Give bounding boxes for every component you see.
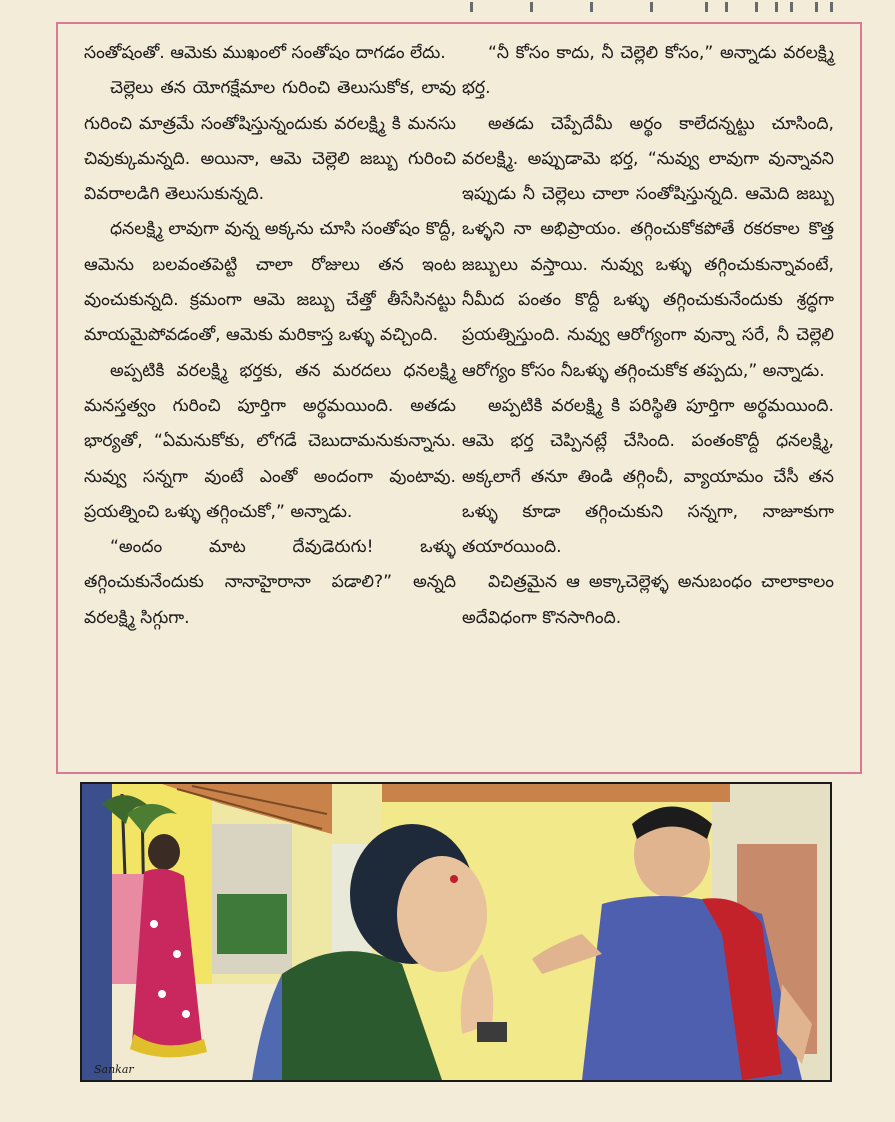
pillar (82, 784, 112, 1080)
text-frame (56, 22, 862, 774)
paragraph: ధనలక్ష్మి లావుగా వున్న అక్కను చూసి సంతోషం కొద్దీ, ఆమెను బలవంతపెట్టి చాలా రోజులు తన ఇంట వుంచుకున్నది. క్రమంగా ఆమె జబ్బు చేత్తో తీసేసినట్టు మాయమైపోవడంతో, ఆమెకు మరికాస్త ఒళ్ళు వచ్చింది. (84, 219, 456, 346)
left-text-column (84, 36, 456, 636)
paragraph: అప్పటికి వరలక్ష్మి కి పరిస్థితి పూర్తిగా అర్థమయింది. ఆమె భర్త చెప్పినట్లే చేసింది. పంతంకొద్దీ ధనలక్ష్మి, అక్కలాగే తనూ తిండి తగ్గించీ, వ్యాయామం చేసీ తన ఒళ్ళు కూడా తగ్గించుకుని సన్నగా, నాజూకుగా తయారయింది. (462, 395, 834, 558)
illustration-scene (82, 784, 830, 1080)
paragraph: విచిత్రమైన ఆ అక్కాచెల్లెళ్ళ అనుబంధం చాలాకాలం అదేవిధంగా కొనసాగింది. (462, 572, 834, 628)
paragraph: “అందం మాట దేవుడెరుగు! ఒళ్ళు తగ్గించుకునేందుకు నానాహైరానా పడాలి?” అన్నది వరలక్ష్మి సిగ్గుగా. (84, 537, 456, 628)
paragraph: “నీ కోసం కాదు, నీ చెల్లెలి కోసం,” అన్నాడు వరలక్ష్మి భర్త. (462, 43, 834, 99)
paragraph: చెల్లెలు తన యోగక్షేమాల గురించి తెలుసుకోక, లావు గురించి మాత్రమే సంతోషిస్తున్నందుకు వరలక్ష్మి కి మనసు చివుక్కుమన్నది. అయినా, ఆమె చెల్లెలి జబ్బు గురించి వివరాలడిగి తెలుసుకున్నది. (84, 78, 456, 205)
story-illustration (80, 782, 832, 1082)
woman-face (397, 856, 487, 972)
right-text-column (462, 36, 834, 636)
paragraph: అతడు చెప్పేదేమీ అర్థం కాలేదన్నట్టు చూసింది, వరలక్ష్మి. అప్పుడామె భర్త, “నువ్వు లావుగా వున్నావని ఇప్పుడు నీ చెల్లెలు చాలా సంతోషిస్తున్నది. ఆమెది జబ్బు ఒళ్ళని నా అభిప్రాయం. తగ్గించుకోకపోతే రకరకాల కొత్త జబ్బులు వస్తాయి. నువ్వు ఒళ్ళు తగ్గించుకున్నావంటే, నీమీద పంతం కొద్దీ ఒళ్ళు తగ్గించుకునేందుకు శ్రద్ధగా ప్రయత్నిస్తుంది. నువ్వు ఆరోగ్యంగా వున్నా సరే, నీ చెల్లెలి ఆరోగ్యం కోసం నీఒళ్ళు తగ్గించుకోక తప్పదు,” అన్నాడు. (462, 113, 834, 381)
page-top-edge-marks (470, 0, 870, 14)
paragraph: సంతోషంతో. ఆమెకు ముఖంలో సంతోషం దాగడం లేదు. (84, 43, 446, 63)
artist-signature: Sankar (94, 1063, 134, 1076)
paragraph: అప్పటికి వరలక్ష్మి భర్తకు, తన మరదలు ధనలక్ష్మి మనస్తత్వం గురించి పూర్తిగా అర్థమయింది. అతడు భార్యతో, “ఏమనుకోకు, లోగడే చెబుదామనుకున్నాను. నువ్వు సన్నగా వుంటే ఎంతో అందంగా వుంటావు. ప్రయత్నించి ఒళ్ళు తగ్గించుకో,” అన్నాడు. (84, 360, 456, 522)
